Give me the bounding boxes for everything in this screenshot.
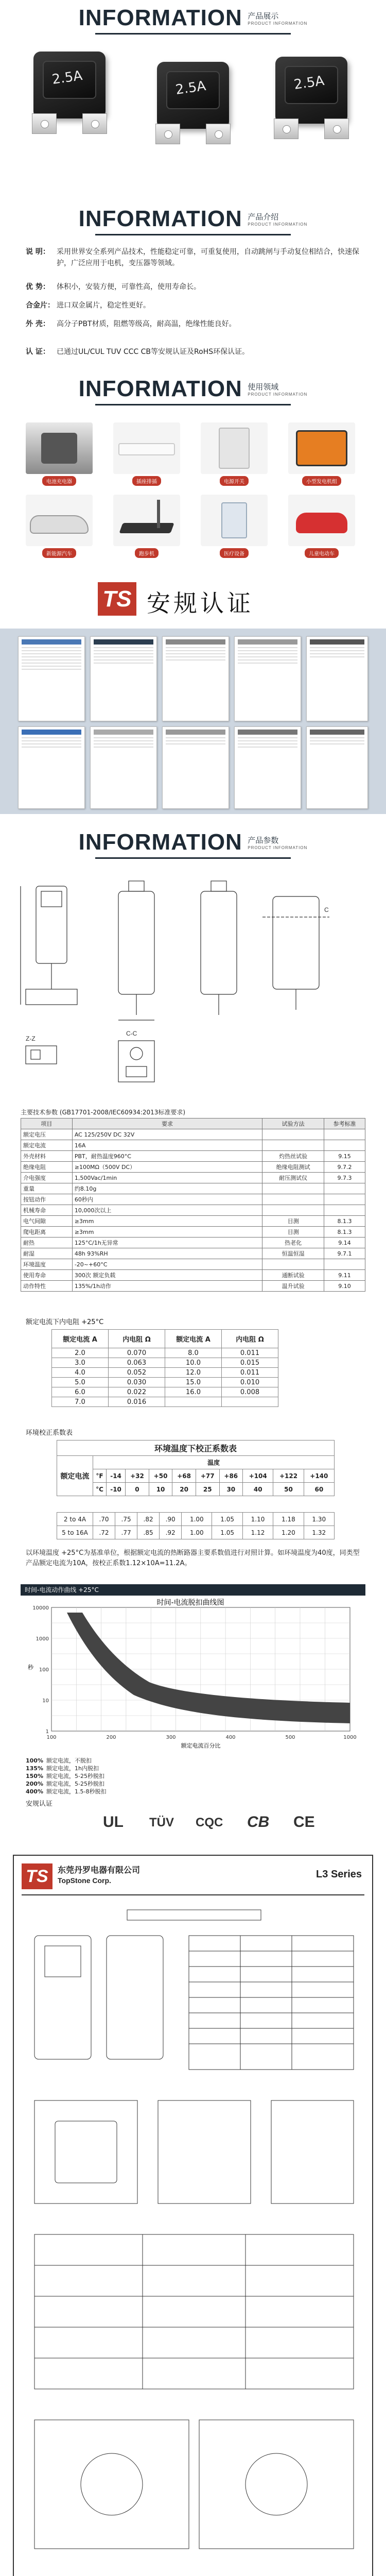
- legend-item: 100% 额定电流，不脱扣: [26, 1757, 92, 1764]
- display-section: [0, 5, 386, 35]
- x-tick-label: 300: [166, 1735, 176, 1740]
- certificate-image: [18, 636, 85, 721]
- resistance-row: 4.0 0.052 12.0 0.011: [52, 1368, 278, 1378]
- x-tick-label: 400: [225, 1735, 236, 1740]
- certificate-image: [306, 636, 368, 721]
- cert-gallery: [0, 629, 386, 814]
- application-item: 儿童电动车: [283, 495, 360, 558]
- section-label-zz: Z-Z: [26, 1035, 36, 1042]
- product-label: 2.5A: [293, 73, 325, 93]
- section-title-cn: 使用领域: [248, 382, 279, 392]
- section-subtitle: PRODUCT INFORMATION: [248, 222, 308, 227]
- application-item: 小型发电机组: [283, 422, 360, 486]
- spec-row: 介电强度 1,500Vac/1min 耐压测试仪 9.7.3: [21, 1173, 365, 1183]
- env-note: 以环境温度 +25°C为基准单位，根据额定电流的热断路器主要系数值进行对照计算。如环境温度为40度，同类型产品额定电流为10A，按校正系数1.12×10A=11.2A。: [26, 1549, 360, 1567]
- resistance-title: 额定电流下内电阻 +25°C: [26, 1318, 104, 1326]
- resistance-table: 额定电流 A 内电阻 Ω 额定电流 A 内电阻 Ω 2.0 0.070 8.0 0.011 3.0 0.063 10.0 0.015 4.0 0.052 12.0 0.011 5.0 0.030 15.0 0.010 6.0 0.022 16.0 0.008 7.0 0.016: [51, 1329, 278, 1407]
- section-title-en: INFORMATION: [78, 376, 242, 401]
- y-tick-label: 10: [42, 1698, 49, 1704]
- intro-row: 外 壳： 高分子PBT材质，阻燃等级高，耐高温，绝缘性能良好。: [26, 320, 236, 328]
- resistance-row: 7.0 0.016: [52, 1397, 278, 1407]
- drawing-sheet: [13, 1855, 373, 2576]
- usage-section: [0, 376, 386, 405]
- section-subtitle: PRODUCT INFORMATION: [248, 845, 308, 850]
- env-section-title: 环境校正系数表: [26, 1429, 73, 1437]
- cert-marks-row: [103, 1808, 350, 1839]
- company-name-en: TopStone Corp.: [58, 1876, 111, 1885]
- section-underline: [95, 404, 291, 405]
- application-item: 电池充电器: [21, 422, 98, 486]
- section-marker-c: C: [324, 906, 329, 913]
- y-tick-label: 1000: [36, 1636, 49, 1642]
- section-title-cn: 产品介绍: [248, 212, 279, 222]
- spec-title: 主要技术参数 (GB17701-2008/IEC60934:2013标准要求): [21, 1109, 186, 1116]
- section-title-en: INFORMATION: [78, 829, 242, 855]
- spec-row: 额定电压 AC 125/250V DC 32V: [21, 1129, 365, 1140]
- technical-drawings: [24, 1905, 364, 2576]
- brand-logo: TS: [22, 1863, 52, 1889]
- section-subtitle: PRODUCT INFORMATION: [248, 21, 308, 26]
- spec-row: 爬电距离 ≥3mm 目测 8.1.3: [21, 1227, 365, 1238]
- resistance-row: 2.0 0.070 8.0 0.011: [52, 1348, 278, 1358]
- params-section: [0, 829, 386, 859]
- env-row: 2 to 4A .70 .75 .82 .90 1.00 1.05 1.10 1.18 1.30: [57, 1513, 335, 1526]
- company-name-cn: 东莞丹罗电器有限公司: [58, 1865, 141, 1875]
- section-label-cc: C-C: [126, 1030, 137, 1037]
- spec-row: 机械寿命 10,000次以上: [21, 1205, 365, 1216]
- intro-section: [0, 206, 386, 235]
- application-item: 新能源汽车: [21, 495, 98, 558]
- legend-item: 400% 额定电流，1.5-8秒脱扣: [26, 1788, 107, 1795]
- resistance-row: 3.0 0.063 10.0 0.015: [52, 1358, 278, 1368]
- legend-item: 200% 额定电流，5-25秒脱扣: [26, 1781, 104, 1787]
- certificate-image: [162, 636, 229, 721]
- spec-row: 环境温度 -20~+60°C: [21, 1259, 365, 1270]
- x-tick-label: 500: [285, 1735, 295, 1740]
- legend-item: 150% 额定电流，5-25秒脱扣: [26, 1773, 104, 1780]
- spec-row: 动作特性 135%/1h动作 温升试验 9.10: [21, 1281, 365, 1292]
- spec-row: 外壳材料 PBT，耐热温度960°C 灼热丝试验 9.15: [21, 1151, 365, 1162]
- cert-title: 安规认证: [147, 589, 254, 617]
- y-tick-label: 1: [45, 1729, 49, 1735]
- ul-mark: UL: [103, 1814, 124, 1831]
- certificate-image: [306, 726, 368, 809]
- y-tick-label: 10000: [32, 1605, 49, 1611]
- application-item: 跑步机: [108, 495, 185, 558]
- x-tick-label: 100: [46, 1735, 57, 1740]
- spec-row: 绝缘电阻 ≥100MΩ（500V DC） 绝缘电阻测试 9.7.2: [21, 1162, 365, 1173]
- series-name: L3 Series: [316, 1869, 362, 1880]
- resistance-row: 6.0 0.022 16.0 0.008: [52, 1387, 278, 1397]
- tuv-mark: TÜV: [149, 1816, 174, 1829]
- section-underline: [95, 234, 291, 235]
- intro-row: 说 明： 采用世界安全系列产品技术，性能稳定可靠，可重复使用，自动跳闸与手动复位相结合，快速保护，广泛应用于电机，变压器等领域。: [26, 248, 359, 267]
- certificate-image: [90, 636, 157, 721]
- certificate-image: [90, 726, 157, 809]
- spec-row: 电气间隙 ≥3mm 目测 8.1.3: [21, 1216, 365, 1227]
- resistance-row: 5.0 0.030 15.0 0.010: [52, 1378, 278, 1387]
- product-image-2: [144, 57, 242, 152]
- certificate-image: [234, 726, 301, 809]
- section-underline: [95, 857, 291, 859]
- cert-marks-title: 安规认证: [26, 1800, 53, 1808]
- section-title-en: INFORMATION: [78, 206, 242, 231]
- curve-legend: [26, 1757, 106, 1795]
- product-image-1: [21, 46, 118, 142]
- product-label: 2.5A: [51, 68, 83, 88]
- product-image-3: [262, 52, 360, 147]
- brand-logo: TS: [98, 582, 136, 616]
- section-title-cn: 产品参数: [248, 836, 279, 845]
- certificate-image: [18, 726, 85, 809]
- ce-mark: CE: [293, 1814, 315, 1831]
- application-item: 插座排插: [108, 422, 185, 486]
- cqc-mark: CQC: [196, 1816, 223, 1829]
- spec-table: 项目 要求 试验方法 参考标准 额定电压 AC 125/250V DC 32V 额定电流 16A 外壳材料 PBT，耐热温度960°C 灼热丝试验 9.15 绝缘电阻 ≥100MΩ（500V DC） 绝缘电阻测试 9.7.2 介电强度 1,500Vac/1min 耐压测试仪 9.7.3 重量 约8.10g 按钮动作 60秒内 机械寿命 10,000次以上 电气间隙 ≥3mm 目测 8.1.3 爬电距离 ≥3mm 目测 8.1.3 耐热 125°C/1h无异常 热老化 9.14 耐湿 48h 93%RH 恒温恒湿 9.7.1 环境温度 -20~+60°C 使用寿命 300次 额定负载 通断试验 9.11 动作特性 135%/1h动作 温升试验 9.10: [21, 1118, 365, 1292]
- curve-title-bar: 时间-电流动作曲线 +25°C: [21, 1584, 365, 1596]
- section-title-en: INFORMATION: [78, 5, 242, 30]
- application-item: 电源开关: [196, 422, 273, 486]
- trip-curve-chart: [21, 1597, 365, 1752]
- spec-row: 额定电流 16A: [21, 1140, 365, 1151]
- section-title-cn: 产品展示: [248, 11, 279, 21]
- section-subtitle: PRODUCT INFORMATION: [248, 392, 308, 397]
- legend-item: 135% 额定电流，1h内脱扣: [26, 1765, 99, 1772]
- section-underline: [95, 33, 291, 35]
- chart-title: 时间-电流脱扣曲线图: [156, 1599, 224, 1607]
- spec-row: 耐湿 48h 93%RH 恒温恒湿 9.7.1: [21, 1248, 365, 1259]
- y-tick-label: 100: [39, 1667, 49, 1673]
- spec-row: 耐热 125°C/1h无异常 热老化 9.14: [21, 1238, 365, 1248]
- x-tick-label: 200: [106, 1735, 116, 1740]
- certificate-image: [234, 636, 301, 721]
- certificate-image: [162, 726, 229, 809]
- y-axis-label: 秒: [28, 1664, 33, 1671]
- env-row: 5 to 16A .72 .77 .85 .92 1.00 1.05 1.12 1.20 1.32: [57, 1526, 335, 1539]
- x-axis-label: 额定电流百分比: [181, 1742, 221, 1749]
- x-tick-label: 1000: [343, 1735, 357, 1740]
- cb-mark: CB: [247, 1814, 270, 1831]
- env-correction-values: [57, 1512, 335, 1539]
- env-correction-table: 环境温度下校正系数表 额定电流 温度 °F -14 +32 +50 +68 +77 +86 +104 +122 +140 °C -10 0 10 20 25 30 40 50 60: [57, 1440, 335, 1496]
- product-label: 2.5A: [174, 78, 207, 98]
- spec-row: 重量 约8.10g: [21, 1183, 365, 1194]
- spec-row: 按钮动作 60秒内: [21, 1194, 365, 1205]
- cert-header: [0, 582, 386, 618]
- spec-row: 使用寿命 300次 额定负载 通断试验 9.11: [21, 1270, 365, 1281]
- application-item: 医疗设备: [196, 495, 273, 558]
- dimension-drawing: [15, 876, 371, 1103]
